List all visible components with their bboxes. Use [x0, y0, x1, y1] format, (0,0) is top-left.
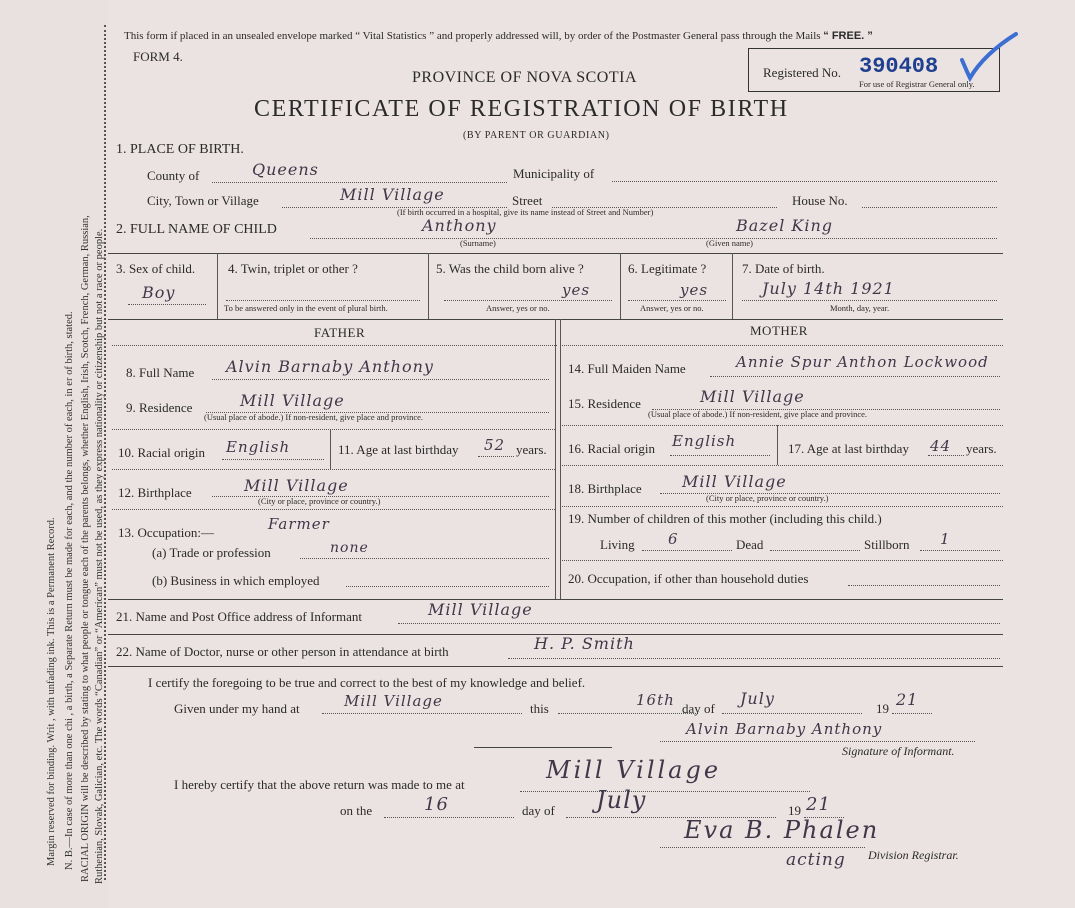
father-birthplace-note: (City or place, province or country.): [258, 496, 381, 506]
mother-residence-value: Mill Village: [700, 387, 805, 406]
county-label: County of: [147, 168, 200, 183]
certify-day-value: 16th: [636, 691, 675, 709]
mother-birthplace-value: Mill Village: [682, 472, 787, 491]
father-name-line: [212, 379, 549, 380]
father-age-value: 52: [484, 436, 506, 454]
hospital-note: (If birth occurred in a hospital, give its name instead of Street and Number): [397, 207, 654, 217]
child-name-label: 2. FULL NAME OF CHILD: [116, 222, 277, 237]
certify-month-value: July: [740, 689, 775, 708]
margin-note-racial-origin: RACIAL ORIGIN will be described by stating to what people or tongue each of the parents belongs, whether English, Irish, Scotch, French, German, Russian,: [80, 215, 91, 882]
registered-note: For use of Registrar General only.: [859, 79, 975, 89]
father-age-unit: years.: [516, 442, 547, 457]
given-name-caption: (Given name): [706, 238, 753, 248]
certify-day-line: [558, 713, 698, 714]
father-row10-rule: [112, 429, 555, 430]
row3-divider-3: [620, 253, 621, 319]
legitimate-note: Answer, yes or no.: [640, 303, 704, 313]
father-racial-line: [222, 459, 324, 460]
mother-residence-label: 15. Residence: [568, 396, 641, 411]
mother-children-label: 19. Number of children of this mother (including this child.): [568, 511, 882, 526]
date-of-birth-note: Month, day, year.: [830, 303, 890, 313]
mother-row19-rule: [562, 506, 1003, 507]
born-alive-value: yes: [562, 281, 591, 299]
house-number-label: House No.: [792, 193, 848, 208]
father-name-value: Alvin Barnaby Anthony: [226, 357, 434, 376]
mother-occupation-label: 20. Occupation, if other than household duties: [568, 571, 809, 586]
informant-signature-caption: Signature of Informant.: [842, 744, 955, 758]
margin-note-multiple-births: N. B.—In case of more than one chi , a birth, a Separate Return must be made for each, and the number of each, in er of birth, stated.: [64, 311, 75, 870]
registrar-day-of-label: day of: [522, 803, 555, 818]
province-heading: PROVINCE OF NOVA SCOTIA: [412, 69, 638, 86]
mother-row16-rule: [562, 425, 1003, 426]
certify-top-border: [108, 666, 1003, 667]
father-racial-value: English: [226, 438, 291, 456]
registrar-caption: Division Registrar.: [868, 848, 959, 862]
registrar-acting-value: acting: [786, 850, 846, 870]
born-alive-label: 5. Was the child born alive ?: [436, 261, 584, 276]
father-row12-rule: [112, 469, 555, 470]
date-of-birth-label: 7. Date of birth.: [742, 261, 825, 276]
date-of-birth-line: [742, 300, 997, 301]
county-line: [212, 182, 507, 183]
row3-divider-1: [217, 253, 218, 319]
mother-row16-divider: [777, 425, 778, 465]
informant-signature-line: [660, 741, 975, 742]
row3-top-border: [108, 253, 1003, 254]
legitimate-label: 6. Legitimate ?: [628, 261, 707, 276]
registrar-year-prefix: 19: [788, 803, 801, 818]
sex-value: Boy: [142, 283, 176, 302]
doctor-label: 22. Name of Doctor, nurse or other person in attendance at birth: [116, 644, 449, 659]
margin-note-nationality: Ruthenian, Slovak, Galician, etc. The words “Canadian” or “American” must not be used, as they express nationality or citizenship but not a race or people.: [94, 228, 105, 884]
mother-name-line: [710, 376, 1000, 377]
born-alive-line: [444, 300, 612, 301]
registrar-place-line: [520, 791, 810, 792]
house-number-line: [862, 207, 997, 208]
certify-month-line: [722, 713, 862, 714]
mother-racial-value: English: [672, 432, 737, 450]
father-age-line: [478, 456, 514, 457]
father-trade-label: (a) Trade or profession: [152, 545, 271, 560]
father-occupation-value: Farmer: [268, 515, 330, 533]
legitimate-value: yes: [680, 281, 709, 299]
father-heading: FATHER: [314, 325, 366, 340]
stillborn-value: 1: [940, 530, 951, 548]
informant-line: [398, 623, 1000, 624]
child-surname-value: Anthony: [422, 216, 497, 235]
registrar-day-line: [384, 817, 514, 818]
informant-value: Mill Village: [428, 600, 533, 619]
living-label: Living: [600, 537, 635, 552]
mother-birthplace-label: 18. Birthplace: [568, 481, 642, 496]
surname-caption: (Surname): [460, 238, 496, 248]
legitimate-line: [628, 300, 726, 301]
doctor-value: H. P. Smith: [534, 634, 635, 653]
registrar-statement: I hereby certify that the above return was made to me at: [174, 777, 465, 792]
father-business-label: (b) Business in which employed: [152, 573, 320, 588]
twin-note: To be answered only in the event of plural birth.: [224, 303, 388, 313]
page-title: CERTIFICATE OF REGISTRATION OF BIRTH: [254, 96, 789, 122]
father-residence-label: 9. Residence: [126, 400, 193, 415]
given-place-value: Mill Village: [344, 692, 443, 710]
city-label: City, Town or Village: [147, 193, 259, 208]
father-trade-line: [300, 558, 549, 559]
father-residence-value: Mill Village: [240, 391, 345, 410]
registrar-day-value: 16: [424, 794, 449, 815]
mother-age-value: 44: [930, 437, 952, 455]
registered-number: 390408: [859, 54, 939, 79]
mother-heading-rule: [562, 345, 1003, 346]
mother-age-line: [928, 455, 964, 456]
born-alive-note: Answer, yes or no.: [486, 303, 550, 313]
father-name-label: 8. Full Name: [126, 365, 195, 380]
father-row13-rule: [112, 509, 555, 510]
mother-name-value: Annie Spur Anthon Lockwood: [736, 353, 989, 371]
separator-rule: [474, 747, 612, 748]
informant-label: 21. Name and Post Office address of Informant: [116, 609, 362, 624]
mother-occupation-line: [848, 585, 1000, 586]
father-trade-value: none: [330, 540, 369, 556]
father-birthplace-label: 12. Birthplace: [118, 485, 192, 500]
parents-divider-right: [560, 319, 561, 599]
certify-year-value: 21: [896, 690, 919, 709]
certify-year-prefix: 19: [876, 701, 889, 716]
checkmark-icon: [958, 30, 1020, 82]
living-line: [642, 550, 732, 551]
mother-birthplace-note: (City or place, province or country.): [706, 493, 829, 503]
mother-residence-note: (Usual place of abode.) If non-resident, give place and province.: [648, 409, 868, 419]
child-name-line: [310, 238, 997, 239]
row3-divider-4: [732, 253, 733, 319]
father-residence-note: (Usual place of abode.) If non-resident, give place and province.: [204, 412, 424, 422]
registrar-on-the-label: on the: [340, 803, 373, 818]
doctor-line: [508, 658, 1000, 659]
municipality-label: Municipality of: [513, 166, 595, 181]
living-value: 6: [668, 530, 679, 548]
given-place-line: [322, 713, 522, 714]
place-of-birth-label: 1. PLACE OF BIRTH.: [116, 142, 244, 157]
stillborn-label: Stillborn: [864, 537, 910, 552]
margin-note-binding: Margin reserved for binding. Writ , with unfading ink. This is a Permanent Record.: [46, 517, 57, 866]
mother-row18-rule: [562, 465, 1003, 466]
mother-heading: MOTHER: [750, 323, 808, 338]
registrar-year-value: 21: [806, 794, 831, 815]
form-number: FORM 4.: [133, 49, 183, 64]
given-under-label: Given under my hand at: [174, 701, 300, 716]
row3-divider-2: [428, 253, 429, 319]
father-row10-divider: [330, 429, 331, 469]
mother-age-unit: years.: [966, 441, 997, 456]
registrar-signature: Eva B. Phalen: [684, 816, 880, 844]
certify-year-line: [892, 713, 932, 714]
mother-row20-rule: [562, 560, 1003, 561]
stillborn-line: [920, 550, 1000, 551]
dead-line: [770, 550, 860, 551]
father-racial-label: 10. Racial origin: [118, 445, 206, 460]
mother-name-label: 14. Full Maiden Name: [568, 361, 686, 376]
twin-line: [226, 300, 420, 301]
municipality-line: [612, 181, 997, 182]
street-label: Street: [512, 193, 543, 208]
registrar-place-value: Mill Village: [546, 756, 722, 784]
parents-divider-left: [555, 319, 556, 599]
father-birthplace-value: Mill Village: [244, 476, 349, 495]
mail-notice: This form if placed in an unsealed envelope marked “ Vital Statistics ” and properly addressed will, by order of the Postmaster General pass through the Mails “ FREE. ”: [124, 30, 873, 42]
date-of-birth-value: July 14th 1921: [762, 279, 895, 298]
mother-racial-line: [670, 455, 770, 456]
city-value: Mill Village: [340, 185, 445, 204]
mother-racial-label: 16. Racial origin: [568, 441, 656, 456]
registrar-signature-line: [660, 847, 865, 848]
dead-label: Dead: [736, 537, 764, 552]
child-given-name-value: Bazel King: [736, 216, 834, 235]
county-value: Queens: [252, 160, 319, 179]
twin-label: 4. Twin, triplet or other ?: [228, 261, 358, 276]
sex-label: 3. Sex of child.: [116, 261, 196, 276]
registered-label: Registered No.: [763, 65, 841, 80]
informant-top-border: [108, 599, 1003, 600]
father-occupation-label: 13. Occupation:—: [118, 525, 215, 540]
mother-age-label: 17. Age at last birthday: [788, 441, 909, 456]
sex-line: [128, 304, 206, 305]
father-heading-rule: [112, 345, 557, 346]
certify-this-label: this: [530, 701, 549, 716]
father-business-line: [346, 586, 549, 587]
perforation-line: [104, 25, 106, 880]
certify-day-of-label: day of: [682, 701, 715, 716]
certify-statement: I certify the foregoing to be true and correct to the best of my knowledge and belief.: [148, 675, 586, 690]
registrar-month-value: July: [596, 786, 647, 814]
informant-signature: Alvin Barnaby Anthony: [686, 720, 883, 738]
father-age-label: 11. Age at last birthday: [338, 442, 459, 457]
page-subtitle: (BY PARENT OR GUARDIAN): [463, 130, 610, 141]
